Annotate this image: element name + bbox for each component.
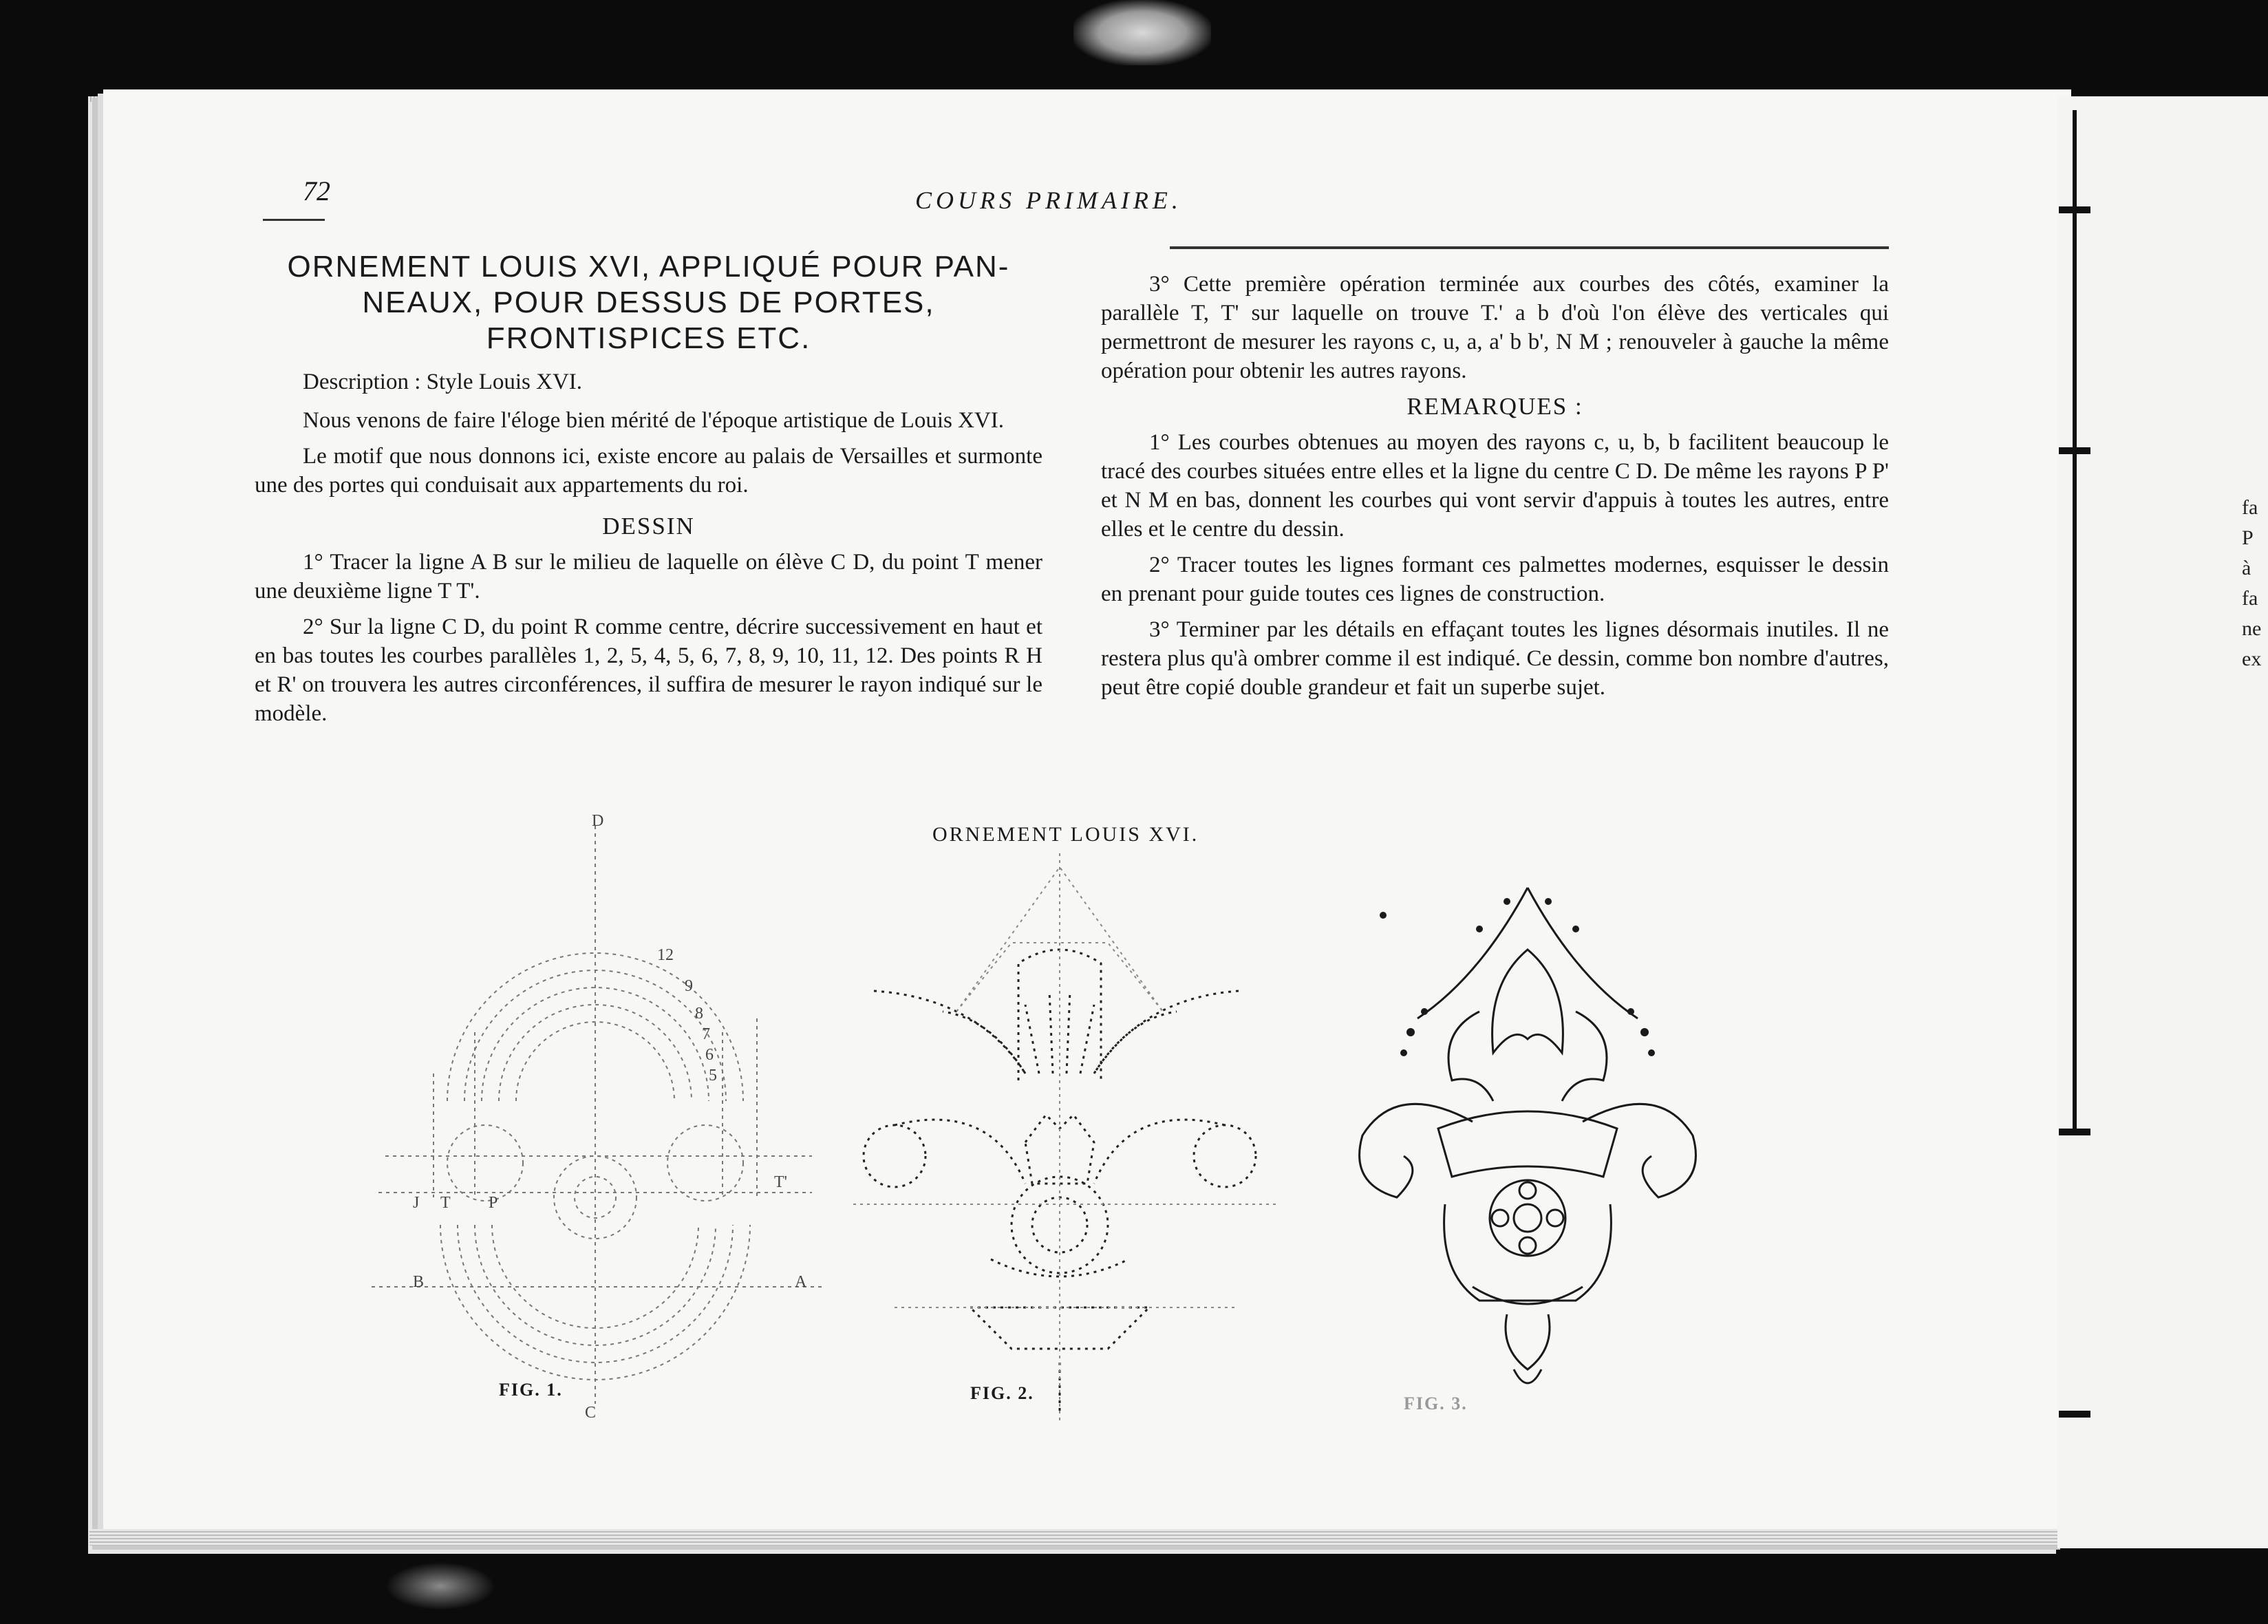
fig2-label: FIG. 2. [970, 1383, 1034, 1403]
left-column [255, 249, 1042, 735]
binding-line [2073, 110, 2077, 1135]
header-rule [263, 219, 325, 221]
book-page-right-fragment [2057, 96, 2268, 1548]
fig3-finished-ornament [1342, 874, 1727, 1424]
fragment-line: fa [2242, 587, 2258, 610]
right-column [1101, 270, 1889, 709]
fragment-line: P [2242, 526, 2254, 549]
page-number: 72 [303, 175, 330, 206]
paragraph: Nous venons de faire l'éloge bien mérité de l'époque artistique de Louis XVI. [303, 408, 1005, 433]
fig1-number: 8 [695, 1005, 703, 1023]
paragraph: 3° Terminer par les détails en effaçant toutes les lignes désormais inutiles. Il ne restera plus qu'à ombrer comme il est indiqué. Ce dessin, comme bon nombre d'autres, peut être copié double grandeur et fait un superbe sujet. [1101, 617, 1889, 700]
binding-stitch [2059, 447, 2090, 454]
binding-stitch [2059, 1129, 2090, 1135]
fig1-number: 5 [709, 1067, 717, 1085]
title-line: FRONTISPICES ETC. [486, 321, 811, 355]
header-rule [1170, 246, 1889, 249]
fig1-number: 6 [705, 1046, 714, 1064]
step-paragraph: 2° Sur la ligne C D, du point R comme centre, décrire successivement en haut et en bas toutes les courbes parallèles 1, 2, 5, 4, 5, 6, 7, 8, 9, 10, 11, 12. Des points R H et R' on trouvera les autres circonférences, il suffira de mesurer le rayon indiqué sur le modèle. [255, 615, 1042, 726]
article-title [255, 249, 1042, 356]
title-line: NEAUX, POUR DESSUS DE PORTES, [362, 286, 935, 319]
fig1-number: 12 [657, 946, 674, 964]
description: Description : Style Louis XVI. [303, 370, 583, 394]
fragment-line: ne [2242, 617, 2262, 640]
fig1-letter-j: J [413, 1194, 420, 1212]
fig1-letter-t: T [440, 1194, 451, 1212]
title-line: ORNEMENT LOUIS XVI, APPLIQUÉ POUR PAN- [287, 250, 1010, 284]
right-page-text-fragment [2242, 493, 2268, 674]
paragraph: 3° Cette première opération terminée aux courbes des côtés, examiner la parallèle T, T' sur laquelle on trouve T.' a b d'où l'on élève des verticales qui permettront de mesurer les rayons c, u, a, a' b b', N M ; renouveler à gauche la même opération pour obtenir les autres rayons. [1101, 272, 1889, 383]
running-head: COURS PRIMAIRE. [915, 186, 1182, 214]
fig1-letter-p: P [489, 1194, 498, 1212]
paragraph: 1° Les courbes obtenues au moyen des rayons c, u, b, b facilitent beaucoup le tracé des courbes situées entre elles et la ligne du centre C D. De même les rayons P P' et N M en bas, donnent les courbes qui vont servir d'appuis à toutes les autres, entre elles et le centre du dessin. [1101, 430, 1889, 542]
fig1-letter-d: D [592, 812, 604, 830]
binding-stitch [2059, 206, 2090, 213]
fig1-label: FIG. 1. [499, 1380, 563, 1400]
step-paragraph: 1° Tracer la ligne A B sur le milieu de laquelle on élève C D, du point T mener une deuxième ligne T T'. [255, 550, 1042, 603]
fig1-letter-a: A [795, 1273, 807, 1291]
fragment-line: ex [2242, 648, 2262, 670]
binding-stitch [2059, 1411, 2090, 1418]
paragraph: 2° Tracer toutes les lignes formant ces palmettes modernes, esquisser le dessin en prenant pour guide toutes ces lignes de construction. [1101, 553, 1889, 606]
fig1-letter-t-prime: T' [774, 1173, 787, 1191]
section-heading-remarques: REMARQUES : [1406, 393, 1583, 420]
scan-smudge-top [1073, 0, 1211, 65]
figure-caption: ORNEMENT LOUIS XVI. [932, 823, 1199, 846]
fig1-construction-drawing [372, 812, 826, 1431]
fragment-line: fa [2242, 496, 2258, 519]
fig3-label: FIG. 3. [1404, 1393, 1468, 1413]
section-heading-dessin: DESSIN [602, 513, 695, 539]
fig2-outline-drawing [853, 853, 1280, 1424]
paragraph: Le motif que nous donnons ici, existe encore au palais de Versailles et surmonte une des portes qui conduisait aux appartements du roi. [255, 444, 1042, 498]
fig1-number: 9 [685, 977, 693, 995]
scan-smudge-bottom [385, 1562, 495, 1610]
fig1-letter-c: C [585, 1404, 597, 1422]
fragment-line: à [2242, 557, 2251, 579]
fig1-letter-b: B [413, 1273, 425, 1291]
fig1-number: 7 [702, 1025, 710, 1043]
page-stack-edge-bottom [89, 1529, 2071, 1546]
